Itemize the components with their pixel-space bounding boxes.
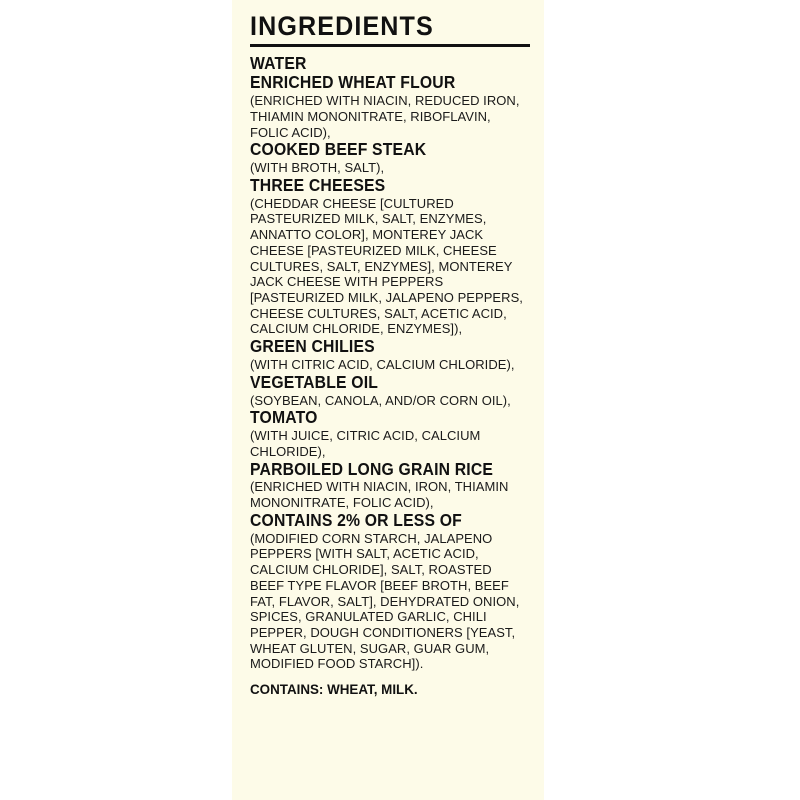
ingredient-detail: (ENRICHED WITH NIACIN, REDUCED IRON, THIAMIN MONONITRATE, RIBOFLAVIN, FOLIC ACID), xyxy=(250,93,520,140)
ingredients-panel xyxy=(232,0,544,800)
ingredient-item xyxy=(250,337,530,373)
ingredient-item xyxy=(250,73,530,140)
ingredient-detail: (ENRICHED WITH NIACIN, IRON, THIAMIN MONONITRATE, FOLIC ACID), xyxy=(250,479,509,511)
ingredient-detail: (SOYBEAN, CANOLA, AND/OR CORN OIL), xyxy=(250,392,511,408)
title-divider xyxy=(250,44,530,47)
ingredient-detail: (WITH CITRIC ACID, CALCIUM CHLORIDE), xyxy=(250,356,515,372)
ingredient-name: TOMATO xyxy=(250,407,318,428)
ingredient-item xyxy=(250,140,530,176)
ingredient-name: VEGETABLE OIL xyxy=(250,371,379,392)
page-title: INGREDIENTS xyxy=(250,11,434,41)
ingredient-detail: (WITH JUICE, CITRIC ACID, CALCIUM CHLORIDE), xyxy=(250,428,481,459)
ingredient-item xyxy=(250,176,530,337)
ingredient-detail: (CHEDDAR CHEESE [CULTURED PASTEURIZED MILK, SALT, ENZYMES, ANNATTO COLOR], MONTEREY JACK CHEESE [PASTEURIZED MILK, CHEESE CULTURES, SALT, ENZYMES], MONTEREY JACK CHEESE WITH PEPPERS [PASTEURIZED MILK, JALAPENO PEPPERS, CHEESE CULTURES, SALT, ACETIC ACID, CALCIUM CHLORIDE, ENZYMES]), xyxy=(250,195,523,337)
ingredient-name: GREEN CHILIES xyxy=(250,336,375,357)
ingredient-name: PARBOILED LONG GRAIN RICE xyxy=(250,458,494,479)
ingredient-item xyxy=(250,460,530,511)
ingredient-detail: (MODIFIED CORN STARCH, JALAPENO PEPPERS [WITH SALT, ACETIC ACID, CALCIUM CHLORIDE], SALT, ROASTED BEEF TYPE FLAVOR [BEEF BROTH, BEEF FAT, FLAVOR, SALT], DEHYDRATED ONION, SPICES, GRANULATED GARLIC, CHILI PEPPER, DOUGH CONDITIONERS [YEAST, WHEAT GLUTEN, SUGAR, GUAR GUM, MODIFIED FOOD STARCH]). xyxy=(250,530,520,672)
ingredient-item xyxy=(250,54,530,73)
ingredient-name: CONTAINS 2% OR LESS OF xyxy=(250,509,462,530)
ingredient-name: ENRICHED WHEAT FLOUR xyxy=(250,72,456,93)
ingredient-item xyxy=(250,408,530,459)
ingredient-name: COOKED BEEF STEAK xyxy=(250,139,427,160)
ingredient-name: THREE CHEESES xyxy=(250,174,386,195)
ingredient-name: WATER xyxy=(250,53,307,74)
ingredient-detail: (WITH BROTH, SALT), xyxy=(250,160,385,176)
allergen-statement: CONTAINS: WHEAT, MILK. xyxy=(250,682,418,698)
ingredient-item xyxy=(250,511,530,672)
ingredient-item xyxy=(250,373,530,409)
